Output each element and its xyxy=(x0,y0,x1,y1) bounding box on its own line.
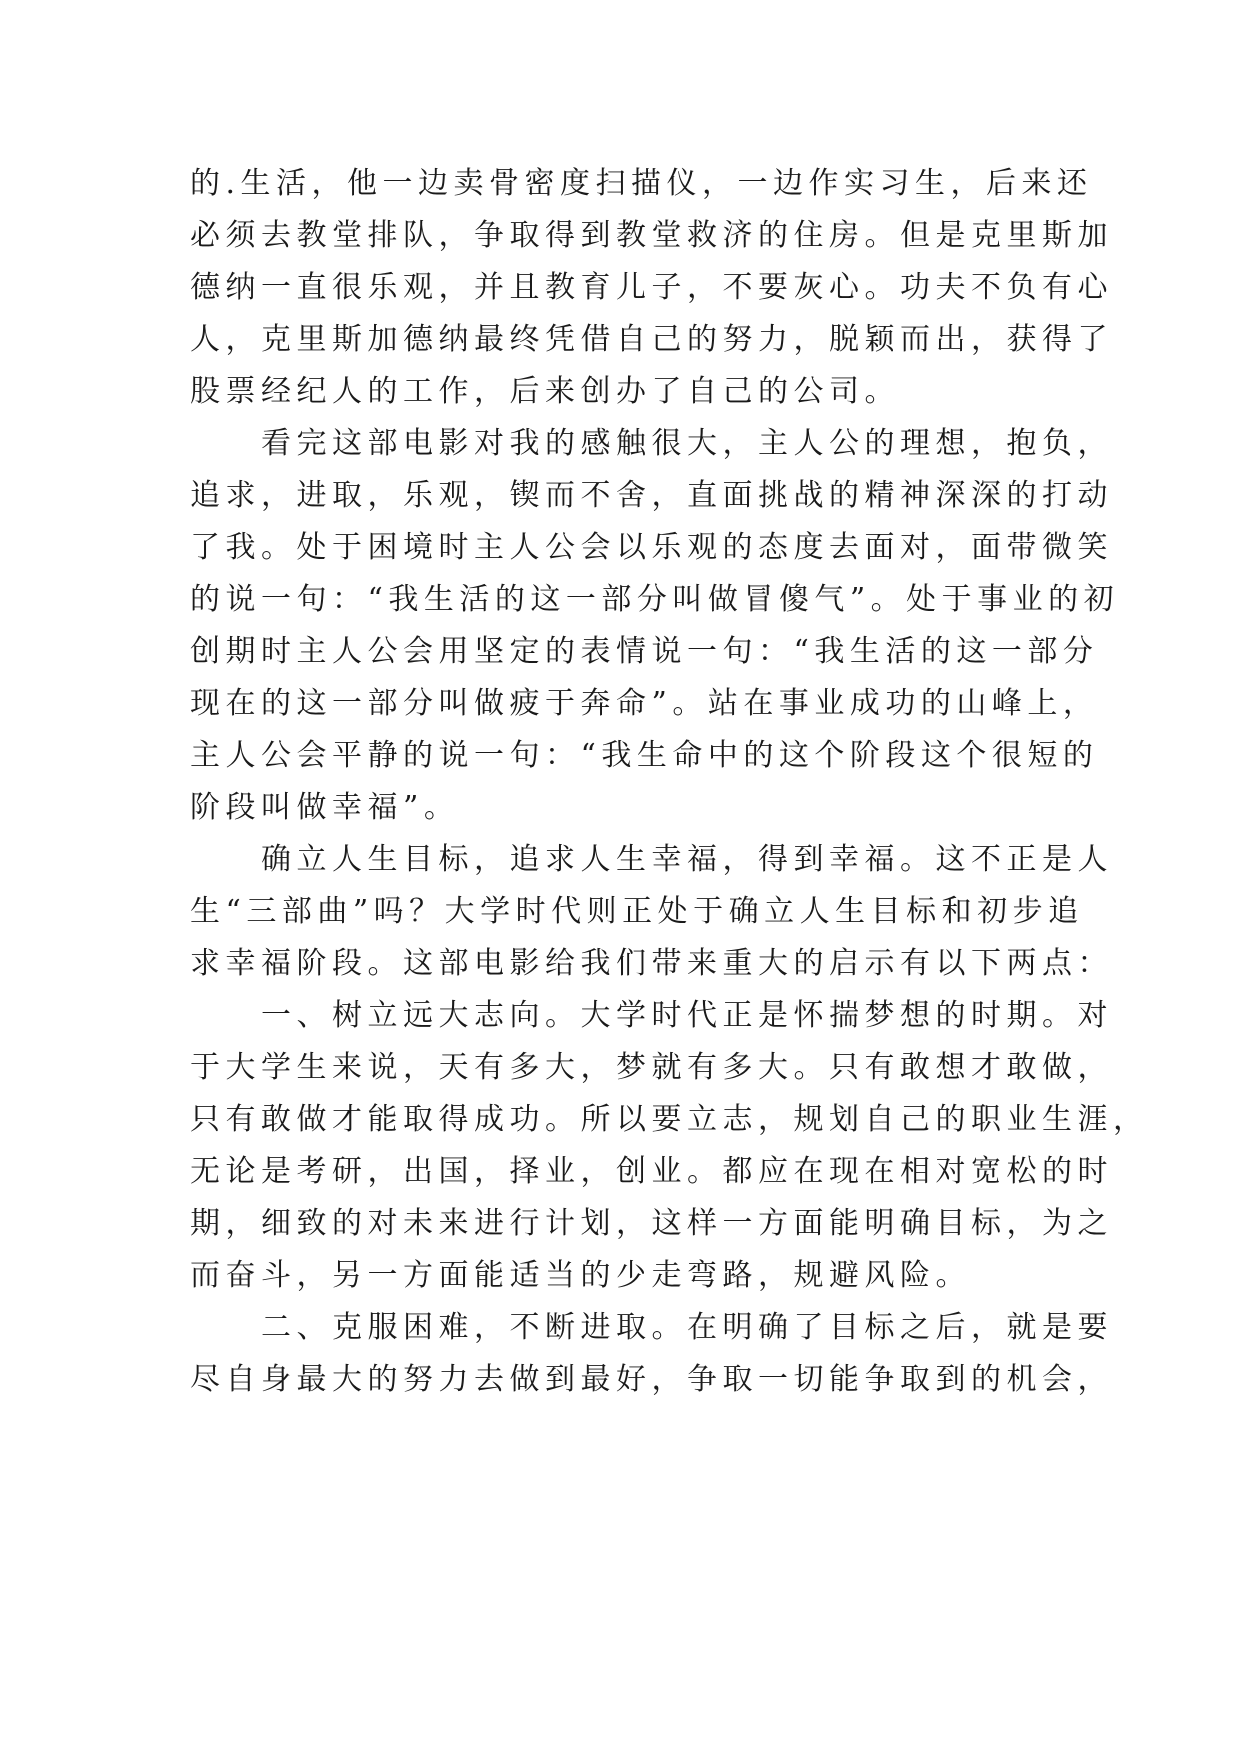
text-line: 主人公会平静的说一句：“我生命中的这个阶段这个很短的 xyxy=(190,738,1099,773)
body-text xyxy=(190,158,1149,1406)
text-line: 二、克服困难，不断进取。在明确了目标之后，就是要 xyxy=(190,1310,1113,1345)
text-line: 生“三部曲”吗？大学时代则正处于确立人生目标和初步追 xyxy=(190,894,1084,929)
text-line: 而奋斗，另一方面能适当的少走弯路，规避风险。 xyxy=(190,1258,971,1293)
text-line: 阶段叫做幸福”。 xyxy=(190,790,460,825)
text-line: 一、树立远大志向。大学时代正是怀揣梦想的时期。对 xyxy=(190,998,1113,1033)
text-line: 追求，进取，乐观，锲而不舍，直面挑战的精神深深的打动 xyxy=(190,478,1113,513)
text-line: 无论是考研，出国，择业，创业。都应在现在相对宽松的时 xyxy=(190,1154,1113,1189)
text-line: 期，细致的对未来进行计划，这样一方面能明确目标，为之 xyxy=(190,1206,1113,1241)
text-line: 只有敢做才能取得成功。所以要立志，规划自己的职业生涯， xyxy=(190,1102,1149,1137)
text-line: 的说一句：“我生活的这一部分叫做冒傻气”。处于事业的初 xyxy=(190,582,1120,617)
text-line: 股票经纪人的工作，后来创办了自己的公司。 xyxy=(190,374,900,409)
text-line: 于大学生来说，天有多大，梦就有多大。只有敢想才敢做， xyxy=(190,1050,1113,1085)
text-line: 人，克里斯加德纳最终凭借自己的努力，脱颖而出，获得了 xyxy=(190,322,1113,357)
text-line: 现在的这一部分叫做疲于奔命”。站在事业成功的山峰上， xyxy=(190,686,1099,721)
text-line: 看完这部电影对我的感触很大，主人公的理想，抱负， xyxy=(190,426,1113,461)
text-line: 求幸福阶段。这部电影给我们带来重大的启示有以下两点： xyxy=(190,946,1113,981)
text-line: 德纳一直很乐观，并且教育儿子，不要灰心。功夫不负有心 xyxy=(190,270,1113,305)
text-line: 必须去教堂排队，争取得到教堂救济的住房。但是克里斯加 xyxy=(190,218,1113,253)
text-line: 了我。处于困境时主人公会以乐观的态度去面对，面带微笑 xyxy=(190,530,1113,565)
text-line: 创期时主人公会用坚定的表情说一句：“我生活的这一部分 xyxy=(190,634,1099,669)
text-line: 尽自身最大的努力去做到最好，争取一切能争取到的机会， xyxy=(190,1362,1113,1397)
text-line: 的.生活，他一边卖骨密度扫描仪，一边作实习生，后来还 xyxy=(190,166,1093,201)
text-line: 确立人生目标，追求人生幸福，得到幸福。这不正是人 xyxy=(190,842,1113,877)
